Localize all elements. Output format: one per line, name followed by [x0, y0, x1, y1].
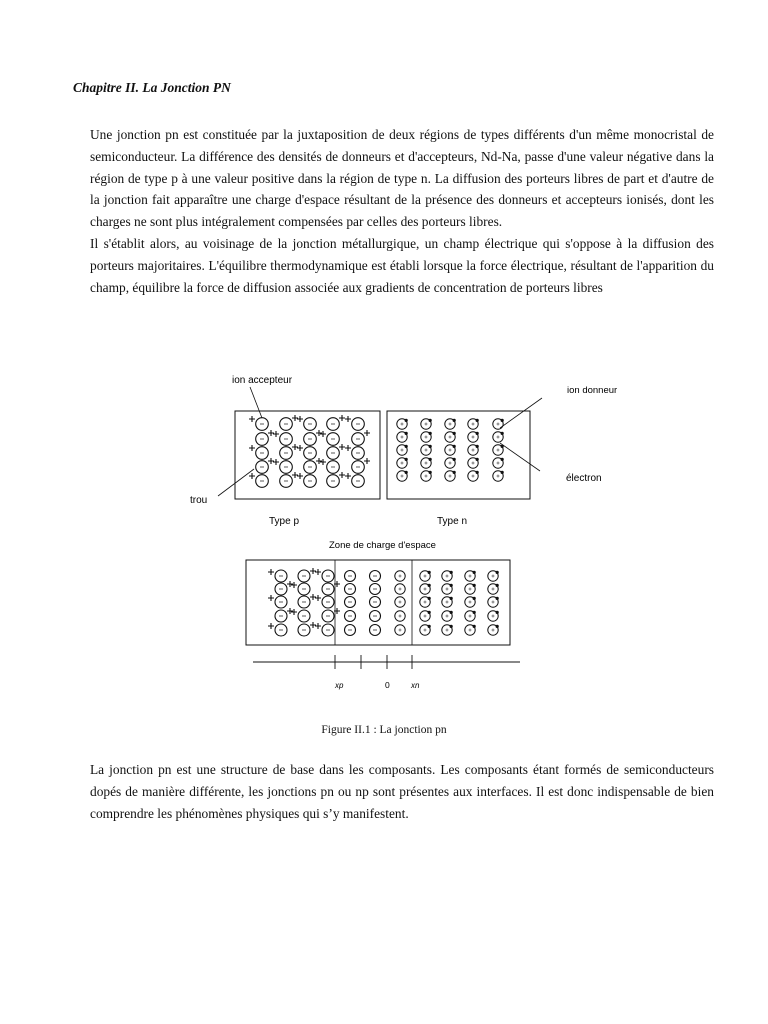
- hole-plus: [320, 459, 326, 465]
- hole-plus: [310, 622, 316, 628]
- electron-dot: [476, 458, 479, 461]
- arrow-electron: [500, 443, 540, 471]
- hole-plus: [345, 473, 351, 479]
- electron-dot: [450, 571, 453, 574]
- electron-dot: [473, 584, 476, 587]
- electron-dot: [405, 419, 408, 422]
- electron-dot: [453, 432, 456, 435]
- electron-dot: [405, 445, 408, 448]
- electron-dot: [429, 458, 432, 461]
- label-trou: trou: [190, 495, 208, 506]
- hole-plus: [249, 416, 255, 422]
- hole-plus: [268, 430, 274, 436]
- hole-plus: [297, 416, 303, 422]
- hole-plus: [249, 473, 255, 479]
- hole-plus: [315, 623, 321, 629]
- hole-plus: [310, 568, 316, 574]
- axis-label-xp: xp: [335, 681, 344, 690]
- hole-plus: [339, 415, 345, 421]
- electron-dot: [450, 584, 453, 587]
- electron-dot: [429, 419, 432, 422]
- electron-dot: [405, 458, 408, 461]
- electron-dot: [496, 611, 499, 614]
- paragraph-junction-definition: Une jonction pn est constituée par la juxtaposition de deux régions de types différents d'un même monocristal de semiconducteur. La différence des densités de donneurs et d'accepteurs, Nd-Na, passe d'une valeur négative dans la région de type p à une valeur positive dans la région de type n. La diffusion des porteurs libres de part et d'autre de la jonction fait apparaître une charge d'espace résultant de la présence des donneurs et accepteurs ionisés, dont les charges ne sont plus intégralement compensées par celles des porteurs libres.: [90, 127, 714, 230]
- pn-junction-figure: [180, 366, 640, 696]
- hole-plus: [315, 595, 321, 601]
- hole-plus: [292, 472, 298, 478]
- electron-dot: [501, 471, 504, 474]
- hole-plus: [315, 569, 321, 575]
- hole-plus: [345, 416, 351, 422]
- electron-dot: [405, 432, 408, 435]
- electron-dot: [428, 611, 431, 614]
- intro-paragraphs: [90, 124, 714, 298]
- electron-dot: [496, 625, 499, 628]
- electron-dot: [453, 471, 456, 474]
- figure-caption: Figure II.1 : La jonction pn: [321, 724, 447, 736]
- electron-dot: [450, 611, 453, 614]
- hole-plus: [316, 430, 322, 436]
- hole-plus: [273, 459, 279, 465]
- electron-dot: [476, 419, 479, 422]
- hole-plus: [339, 472, 345, 478]
- hole-plus: [273, 431, 279, 437]
- electron-dot: [453, 458, 456, 461]
- electron-dot: [428, 597, 431, 600]
- electron-dot: [453, 419, 456, 422]
- label-ion-donneur: ion donneur: [567, 385, 618, 396]
- hole-plus: [249, 445, 255, 451]
- hole-plus: [320, 431, 326, 437]
- n-type-region: [387, 411, 530, 499]
- arrow-trou: [218, 469, 254, 496]
- hole-plus: [287, 608, 293, 614]
- hole-plus: [364, 458, 370, 464]
- hole-plus: [292, 415, 298, 421]
- paragraph-electric-field: Il s'établit alors, au voisinage de la jonction métallurgique, un champ électrique qui s'oppose à la diffusion des porteurs majoritaires. L'équilibre thermodynamique est établi lorsque la force électrique, résultant de l'apparition du champ, équilibre la force de diffusion associée aux gradients de concentration de porteurs libres: [90, 235, 714, 295]
- space-charge-region-diagram: [246, 560, 520, 669]
- hole-plus: [268, 623, 274, 629]
- hole-plus: [291, 609, 297, 615]
- electron-dot: [496, 597, 499, 600]
- electron-dot: [496, 584, 499, 587]
- label-electron: électron: [566, 473, 602, 484]
- electron-dot: [428, 571, 431, 574]
- electron-dot: [501, 432, 504, 435]
- label-zone-charge-espace: Zone de charge d'espace: [329, 540, 436, 551]
- electron-dot: [473, 597, 476, 600]
- p-type-region: [235, 411, 380, 499]
- electron-dot: [453, 445, 456, 448]
- electron-dot: [473, 625, 476, 628]
- hole-plus: [268, 569, 274, 575]
- hole-plus: [291, 582, 297, 588]
- hole-plus: [292, 444, 298, 450]
- arrow-ion-donneur: [500, 398, 542, 428]
- hole-plus: [316, 458, 322, 464]
- hole-plus: [287, 581, 293, 587]
- electron-dot: [429, 432, 432, 435]
- electron-dot: [428, 584, 431, 587]
- electron-dot: [501, 458, 504, 461]
- hole-plus: [297, 473, 303, 479]
- n-type-box: [387, 411, 530, 499]
- hole-plus: [268, 595, 274, 601]
- electron-dot: [450, 625, 453, 628]
- arrow-ion-accepteur: [250, 387, 262, 418]
- electron-dot: [473, 611, 476, 614]
- hole-plus: [345, 445, 351, 451]
- hole-plus: [297, 445, 303, 451]
- electron-dot: [501, 419, 504, 422]
- electron-dot: [476, 432, 479, 435]
- hole-plus: [364, 430, 370, 436]
- electron-dot: [450, 597, 453, 600]
- conclusion-paragraph: La jonction pn est une structure de base dans les composants. Les composants étant formés de semiconducteurs dopés de manière différente, les jonctions pn ou np sont présentes aux interfaces. Il est donc indispensable de bien comprendre les phénomènes physiques qui s’y manifestent.: [90, 762, 714, 821]
- label-ion-accepteur: ion accepteur: [232, 375, 293, 386]
- hole-plus: [310, 594, 316, 600]
- label-type-p: Type p: [269, 516, 300, 527]
- hole-plus: [339, 444, 345, 450]
- label-type-n: Type n: [437, 516, 468, 527]
- electron-dot: [405, 471, 408, 474]
- electron-dot: [428, 625, 431, 628]
- electron-dot: [429, 471, 432, 474]
- electron-dot: [476, 471, 479, 474]
- electron-dot: [429, 445, 432, 448]
- chapter-heading: Chapitre II. La Jonction PN: [73, 80, 231, 95]
- electron-dot: [476, 445, 479, 448]
- axis-label-xn: xn: [411, 681, 420, 690]
- electron-dot: [473, 571, 476, 574]
- axis-label-zero: 0: [385, 680, 390, 690]
- hole-plus: [268, 458, 274, 464]
- electron-dot: [496, 571, 499, 574]
